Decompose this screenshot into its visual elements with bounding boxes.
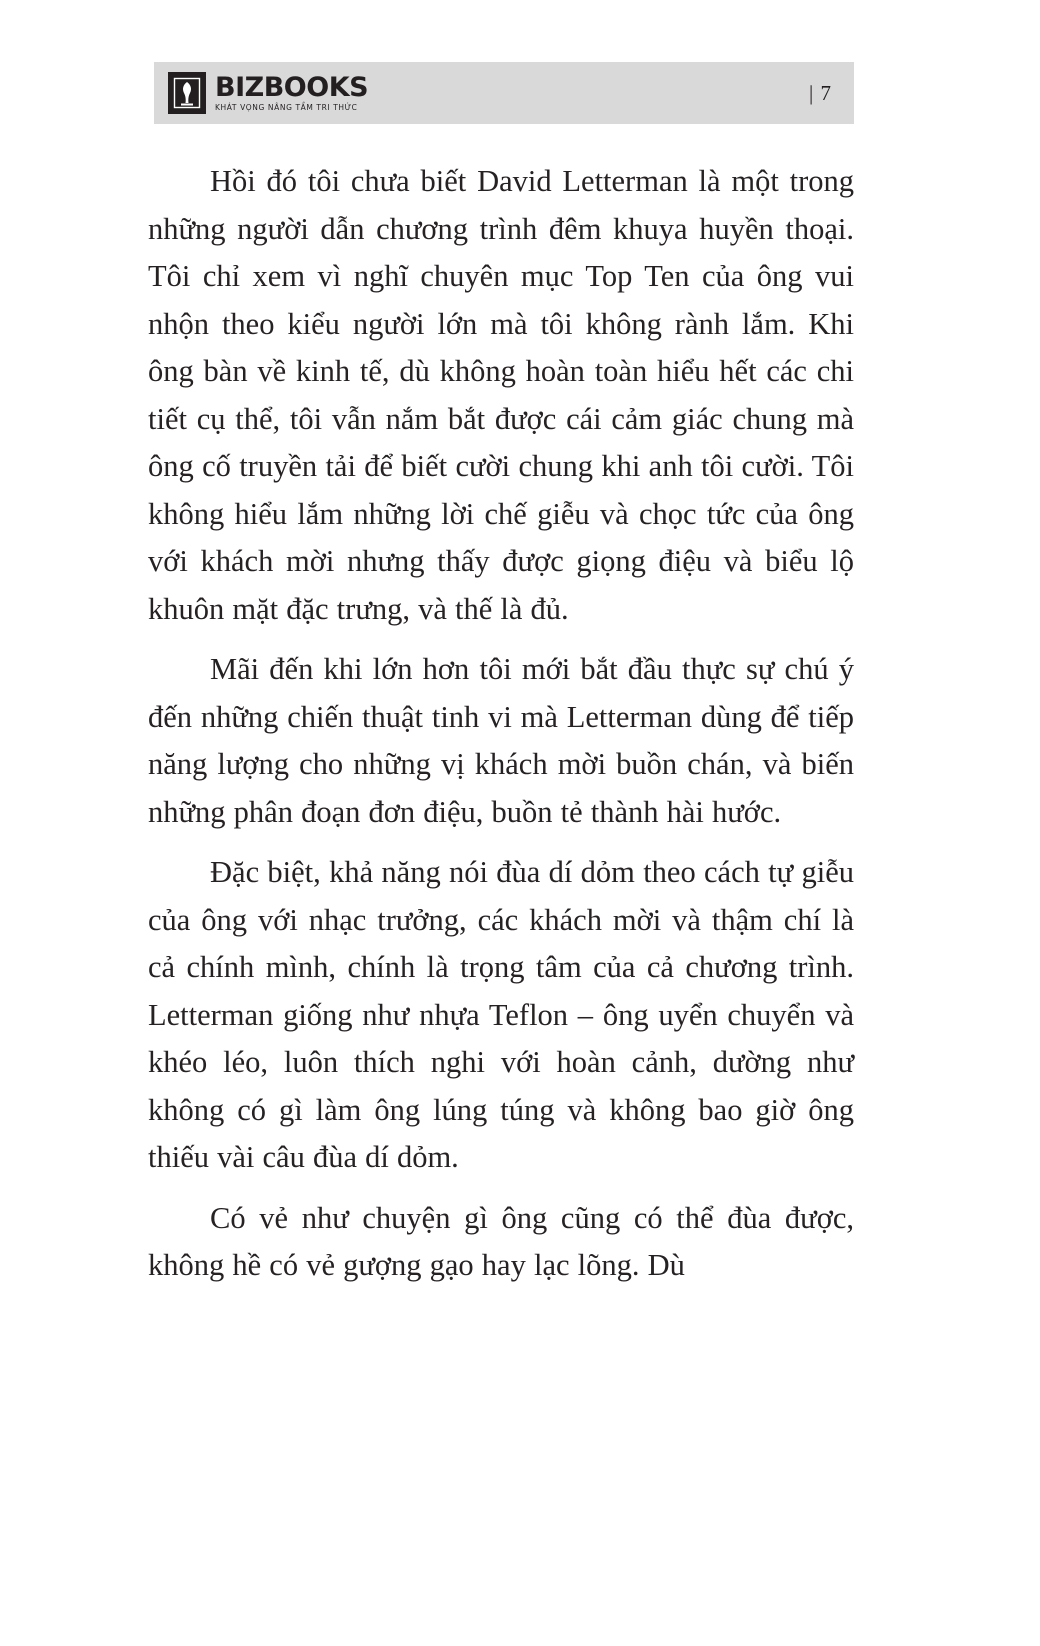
page-header	[154, 62, 854, 124]
brand-text	[215, 74, 368, 112]
body-content	[148, 158, 854, 1290]
paragraph: Mãi đến khi lớn hơn tôi mới bắt đầu thực sự chú ý đến những chiến thuật tinh vi mà Letterman dùng để tiếp năng lượng cho những vị khách mời buồn chán, và biến những phân đoạn đơn điệu, buồn tẻ thành hài hước.	[148, 652, 854, 829]
paragraph: Đặc biệt, khả năng nói đùa dí dỏm theo cách tự giễu của ông với nhạc trưởng, các khách mời và thậm chí là cả chính mình, chính là trọng tâm của cả chương trình. Letterman giống như nhựa Teflon – ông uyển chuyển và khéo léo, luôn thích nghi với hoàn cảnh, dường như không có gì làm ông lúng túng và không bao giờ ông thiếu vài câu đùa dí dỏm.	[148, 855, 854, 1174]
brand-title: BIZBOOKS	[215, 72, 369, 104]
page-number: | 7	[809, 80, 832, 105]
brand-block	[154, 72, 368, 114]
paragraph: Hồi đó tôi chưa biết David Letterman là một trong những người dẫn chương trình đêm khuya huyền thoại. Tôi chỉ xem vì nghĩ chuyên mục Top Ten của ông vui nhộn theo kiểu người lớn mà tôi không rành lắm. Khi ông bàn về kinh tế, dù không hoàn toàn hiểu hết các chi tiết cụ thể, tôi vẫn nắm bắt được cái cảm giác chung mà ông cố truyền tải để biết cười chung khi anh tôi cười. Tôi không hiểu lắm những lời chế giễu và chọc tức của ông với khách mời nhưng thấy được giọng điệu và biểu lộ khuôn mặt đặc trưng, và thế là đủ.	[148, 164, 854, 626]
bizbooks-logo-icon	[168, 72, 206, 114]
paragraph: Có vẻ như chuyện gì ông cũng có thể đùa được, không hề có vẻ gượng gạo hay lạc lõng. Dù	[148, 1200, 854, 1282]
brand-subtitle: KHÁT VỌNG NÂNG TẦM TRI THỨC	[215, 103, 358, 113]
